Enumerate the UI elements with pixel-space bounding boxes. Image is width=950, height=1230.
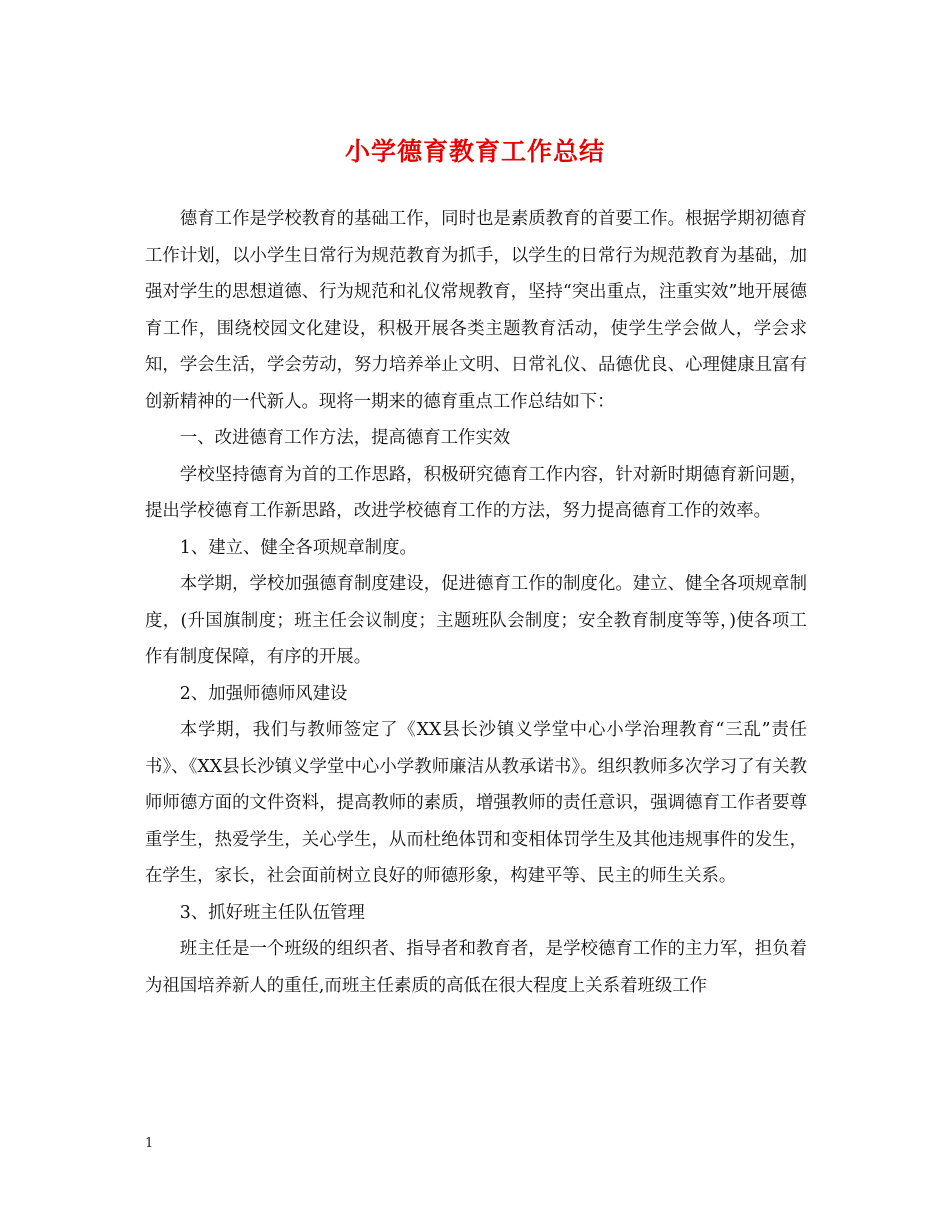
page-number: 1 (145, 1136, 154, 1151)
subsection-paragraph-2: 本学期，我们与教师签定了《XX县长沙镇义学堂中心小学治理教育“三乱”责任书》、《XX县长沙镇义学堂中心小学教师廉洁从教承诺书》。组织教师多次学习了有关教师师德方面的文件资料，提高教师的素质，增强教师的责任意识，强调德育工作者要尊重学生，热爱学生，关心学生，从而杜绝体罚和变相体罚学生及其他违规事件的发生，在学生，家长，社会面前树立良好的师德形象，构建平等、民主的师生关系。 (145, 720, 807, 886)
subsection-heading-1: 1、建立、健全各项规章制度。 (179, 537, 417, 558)
subsection-heading-3: 3、抓好班主任队伍管理 (179, 902, 365, 923)
subsection-paragraph-3: 班主任是一个班级的组织者、指导者和教育者，是学校德育工作的主力军，担负着为祖国培养新人的重任,而班主任素质的高低在很大程度上关系着班级工作 (145, 939, 807, 996)
document-body (145, 201, 807, 1004)
subsection-paragraph-1: 本学期，学校加强德育制度建设，促进德育工作的制度化。建立、健全各项规章制度，(升国旗制度；班主任会议制度；主题班队会制度；安全教育制度等等，)使各项工作有制度保障，有序的开展。 (145, 574, 807, 667)
subsection-heading-2: 2、加强师德师风建设 (179, 683, 348, 704)
section-heading-1: 一、改进德育工作方法，提高德育工作实效 (179, 428, 511, 448)
intro-paragraph: 德育工作是学校教育的基础工作，同时也是素质教育的首要工作。根据学期初德育工作计划，以小学生日常行为规范教育为抓手，以学生的日常行为规范教育为基础，加强对学生的思想道德、行为规范和礼仪常规教育，坚持“突出重点，注重实效”地开展德育工作，围绕校园文化建设，积极开展各类主题教育活动，使学生学会做人，学会求知，学会生活，学会劳动，努力培养举止文明、日常礼仪、品德优良、心理健康且富有创新精神的一代新人。现将一期来的德育重点工作总结如下： (145, 209, 807, 412)
document-title: 小学德育教育工作总结 (344, 137, 605, 166)
section-paragraph-1: 学校坚持德育为首的工作思路，积极研究德育工作内容，针对新时期德育新问题，提出学校德育工作新思路，改进学校德育工作的方法，努力提高德育工作的效率。 (145, 464, 807, 521)
